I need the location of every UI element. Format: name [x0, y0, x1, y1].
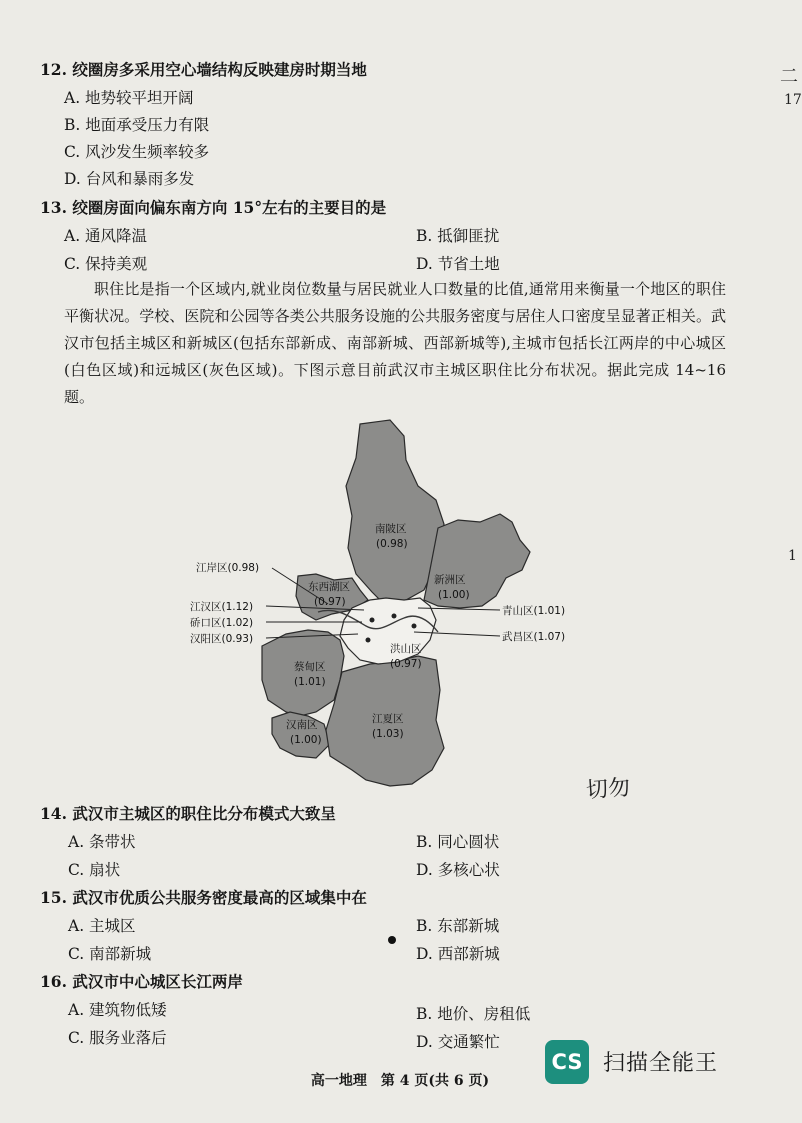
q13-option-a: A. 通风降温 [64, 227, 148, 245]
q14-option-c: C. 扇状 [68, 861, 121, 879]
handwritten-note: 切勿 [585, 775, 631, 804]
label-qingshan: 青山区(1.01) [502, 605, 566, 617]
q14-option-b: B. 同心圆状 [416, 833, 500, 851]
label-hongshan: 洪山区 [390, 643, 422, 655]
edge-number: 1 [788, 548, 797, 564]
edge-char: 二 [780, 66, 798, 87]
label-caidian-ratio: (1.01) [294, 676, 326, 688]
question-14-stem: 14. 武汉市主城区的职住比分布模式大致呈 [40, 804, 336, 823]
q15-option-b: B. 东部新城 [416, 917, 500, 935]
label-caidian: 蔡甸区 [294, 661, 326, 673]
q12-option-a: A. 地势较平坦开阔 [64, 89, 194, 107]
question-16-stem: 16. 武汉市中心城区长江两岸 [40, 972, 243, 991]
question-13-stem: 13. 绞圈房面向偏东南方向 15°左右的主要目的是 [40, 198, 387, 217]
label-jiangxia: 江夏区 [372, 713, 404, 725]
q14-option-d: D. 多核心状 [416, 861, 500, 879]
camscanner-label: 扫描全能王 [603, 1051, 719, 1076]
question-15-stem: 15. 武汉市优质公共服务密度最高的区域集中在 [40, 888, 367, 907]
label-nanpi: 南陂区 [375, 523, 407, 535]
label-jiangxia-ratio: (1.03) [372, 728, 404, 740]
label-nanpi-ratio: (0.98) [376, 538, 408, 550]
label-jiangan: 江岸区(0.98) [196, 562, 260, 574]
page-footer: 高一地理 第 4 页(共 6 页) [310, 1073, 490, 1089]
camscanner-logo-icon: CS [545, 1040, 589, 1084]
label-xinzhou: 新洲区 [434, 574, 466, 586]
q13-option-b: B. 抵御匪扰 [416, 227, 500, 245]
label-qiaokou: 硚口区(1.02) [190, 617, 254, 629]
district-west-shape [262, 630, 344, 716]
q12-option-c: C. 风沙发生频率较多 [64, 143, 210, 161]
passage-text: 职住比是指一个区域内,就业岗位数量与居民就业人口数量的比值,通常用来衡量一个地区的职住平衡状况。学校、医院和公园等各类公共服务设施的公共服务密度与居住人口密度呈显著正相关。武汉市包括主城区和新城区(包括东部新成、南部新城、西部新城等),主城市包括长江两岸的中心城区(白色区域)和远城区(灰色区域)。下图示意目前武汉市主城区职住比分布状况。据此完成 14~16 题。 [64, 280, 726, 406]
q14-option-a: A. 条带状 [68, 833, 136, 851]
q15-option-d: D. 西部新城 [416, 945, 500, 963]
edge-number: 17 [784, 92, 802, 108]
question-12-stem: 12. 绞圈房多采用空心墙结构反映建房时期当地 [40, 60, 367, 79]
label-hongshan-ratio: (0.97) [390, 658, 422, 670]
label-jianghan: 江汉区(1.12) [190, 601, 254, 613]
q13-option-c: C. 保持美观 [64, 255, 148, 273]
label-hannan: 汉南区 [286, 719, 318, 731]
q12-option-d: D. 台风和暴雨多发 [64, 170, 195, 188]
label-dongxihu: 东西湖区 [308, 581, 350, 593]
q16-option-d: D. 交通繁忙 [416, 1033, 500, 1051]
label-wuchang: 武昌区(1.07) [502, 631, 566, 643]
label-dongxihu-ratio: (0.97) [314, 596, 346, 608]
label-xinzhou-ratio: (1.00) [438, 589, 470, 601]
label-hanyang: 汉阳区(0.93) [190, 633, 254, 645]
q15-option-a: A. 主城区 [68, 917, 136, 935]
q16-option-c: C. 服务业落后 [68, 1029, 167, 1047]
q16-option-a: A. 建筑物低矮 [68, 1001, 167, 1019]
label-hannan-ratio: (1.00) [290, 734, 322, 746]
q13-option-d: D. 节省土地 [416, 255, 500, 273]
q16-option-b: B. 地价、房租低 [416, 1005, 531, 1023]
q12-option-b: B. 地面承受压力有限 [64, 116, 210, 134]
q15-option-c: C. 南部新城 [68, 945, 152, 963]
